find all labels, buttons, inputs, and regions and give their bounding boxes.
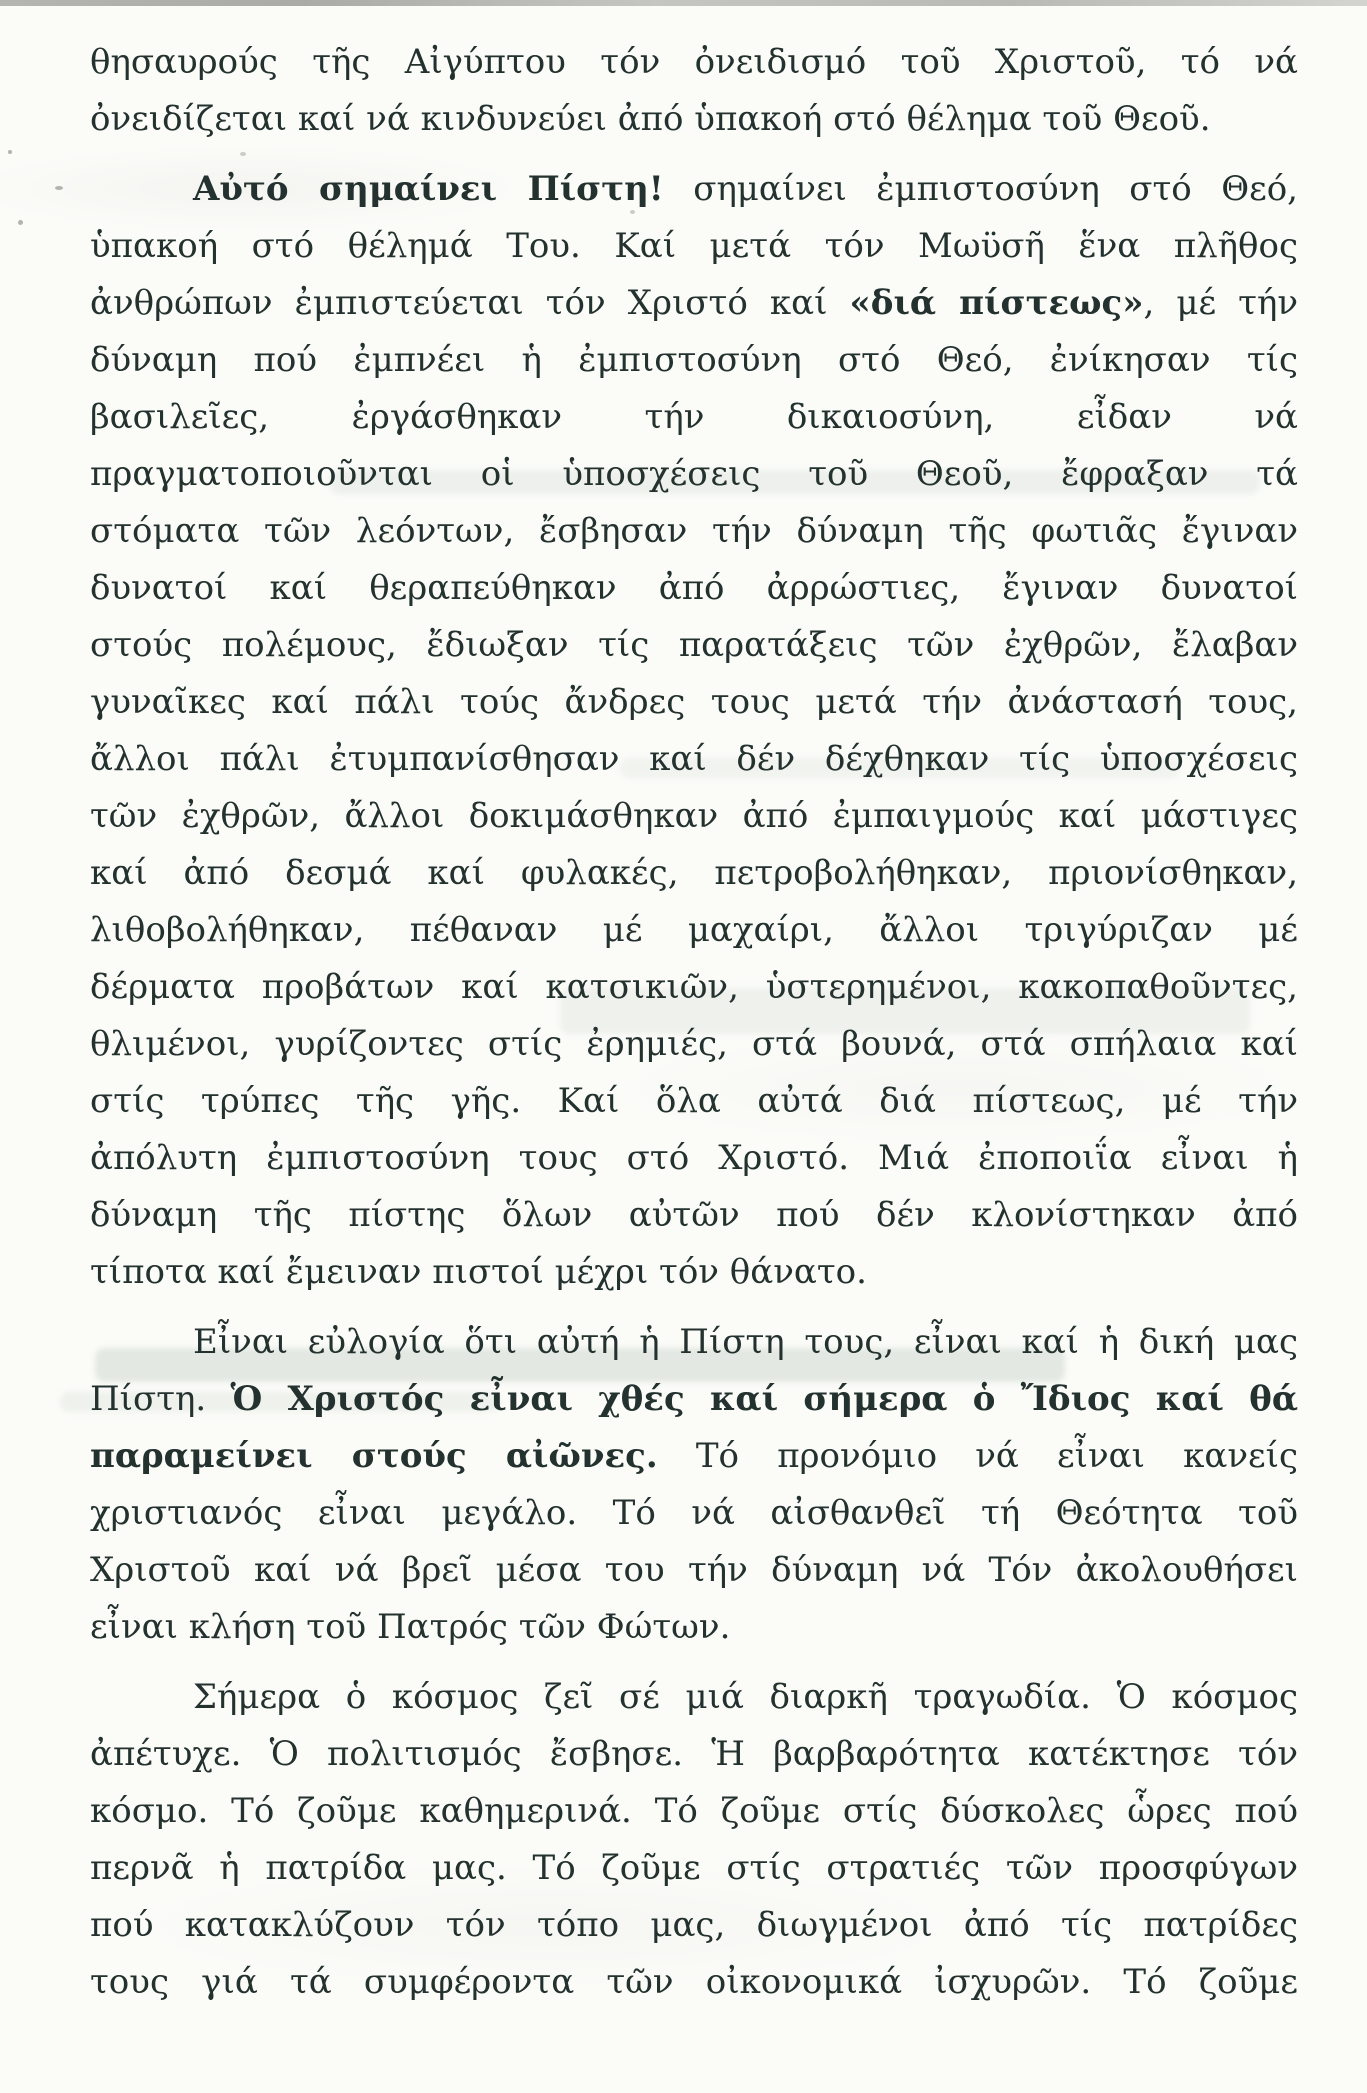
- bold-text-run: παραμείνει στούς αἰῶνες.: [90, 1436, 658, 1476]
- text-run: ὑπακοή στό θέλημά Του. Καί μετά τόν Μωϋσῆ ἕνα πλῆθος: [90, 226, 1298, 266]
- bold-text-run: «διά πίστεως»: [849, 283, 1144, 323]
- text-line: [90, 218, 1298, 275]
- text-line: [90, 1726, 1298, 1783]
- text-line: [90, 91, 1298, 148]
- text-run: στίς τρύπες τῆς γῆς. Καί ὅλα αὐτά διά πίστεως, μέ τήν: [90, 1081, 1298, 1121]
- text-line: [90, 1314, 1298, 1371]
- text-line: [90, 1669, 1298, 1726]
- text-run: πού κατακλύζουν τόν τόπο μας, διωγμένοι ἀπό τίς πατρίδες: [90, 1905, 1298, 1945]
- text-line: [90, 389, 1298, 446]
- text-line: [90, 1130, 1298, 1187]
- text-line: [90, 34, 1298, 91]
- paragraph: [90, 1314, 1298, 1656]
- scan-speck-artifact: [8, 150, 12, 154]
- text-run: λιθοβολήθηκαν, πέθαναν μέ μαχαίρι, ἄλλοι τριγύριζαν μέ: [90, 910, 1298, 950]
- text-run: πραγματοποιοῦνται οἱ ὑποσχέσεις τοῦ Θεοῦ, ἔφραξαν τά: [90, 454, 1298, 494]
- text-run: ἀνθρώπων ἐμπιστεύεται τόν Χριστό καί: [90, 283, 850, 323]
- text-run: καί ἀπό δεσμά καί φυλακές, πετροβολήθηκαν, πριονίσθηκαν,: [90, 853, 1298, 893]
- text-run: Πίστη.: [90, 1379, 231, 1419]
- paragraph: [90, 34, 1298, 148]
- text-run: τους γιά τά συμφέροντα τῶν οἰκονομικά ἰσχυρῶν. Τό ζοῦμε: [90, 1962, 1298, 2002]
- text-run: , μέ τήν: [1143, 283, 1298, 323]
- scan-speck-artifact: [18, 220, 23, 225]
- text-line: [90, 1954, 1298, 2011]
- text-block: [90, 34, 1298, 2011]
- text-line: [90, 1485, 1298, 1542]
- text-run: Χριστοῦ καί νά βρεῖ μέσα του τήν δύναμη νά Τόν ἀκολουθήσει: [90, 1550, 1298, 1590]
- text-run: τίποτα καί ἔμειναν πιστοί μέχρι τόν θάνατο.: [90, 1252, 867, 1292]
- text-line: [90, 788, 1298, 845]
- text-line: [90, 1187, 1298, 1244]
- text-line: [90, 1244, 1298, 1301]
- text-line: [90, 1599, 1298, 1656]
- text-run: δυνατοί καί θεραπεύθηκαν ἀπό ἀρρώστιες, ἔγιναν δυνατοί: [90, 568, 1298, 608]
- text-line: [90, 845, 1298, 902]
- text-line: [90, 1073, 1298, 1130]
- text-line: [90, 446, 1298, 503]
- text-line: [90, 161, 1298, 218]
- text-run: θλιμένοι, γυρίζοντες στίς ἐρημιές, στά βουνά, στά σπήλαια καί: [90, 1024, 1298, 1064]
- text-run: Σήμερα ὁ κόσμος ζεῖ σέ μιά διαρκῆ τραγωδία. Ὁ κόσμος: [193, 1677, 1298, 1717]
- text-line: [90, 902, 1298, 959]
- text-line: [90, 275, 1298, 332]
- text-run: ἀπόλυτη ἐμπιστοσύνη τους στό Χριστό. Μιά ἐποποιΐα εἶναι ἡ: [90, 1138, 1298, 1178]
- text-line: [90, 1428, 1298, 1485]
- text-line: [90, 1016, 1298, 1073]
- text-line: [90, 1783, 1298, 1840]
- scan-speck-artifact: [55, 186, 63, 190]
- text-line: [90, 332, 1298, 389]
- text-line: [90, 560, 1298, 617]
- text-run: στούς πολέμους, ἔδιωξαν τίς παρατάξεις τῶν ἐχθρῶν, ἔλαβαν: [90, 625, 1298, 665]
- text-run: θησαυρούς τῆς Αἰγύπτου τόν ὀνειδισμό τοῦ Χριστοῦ, τό νά: [90, 42, 1298, 82]
- text-run: ἄλλοι πάλι ἐτυμπανίσθησαν καί δέν δέχθηκαν τίς ὑποσχέσεις: [90, 739, 1298, 779]
- text-line: [90, 503, 1298, 560]
- text-run: βασιλεῖες, ἐργάσθηκαν τήν δικαιοσύνη, εἶδαν νά: [90, 397, 1298, 437]
- text-run: στόματα τῶν λεόντων, ἔσβησαν τήν δύναμη τῆς φωτιᾶς ἔγιναν: [90, 511, 1298, 551]
- text-line: [90, 959, 1298, 1016]
- paragraph: [90, 1669, 1298, 2011]
- text-line: [90, 1542, 1298, 1599]
- text-run: Τό προνόμιο νά εἶναι κανείς: [657, 1436, 1298, 1476]
- text-run: χριστιανός εἶναι μεγάλο. Τό νά αἰσθανθεῖ τή Θεότητα τοῦ: [90, 1493, 1298, 1533]
- text-run: δύναμη πού ἐμπνέει ἡ ἐμπιστοσύνη στό Θεό, ἐνίκησαν τίς: [90, 340, 1298, 380]
- text-run: δέρματα προβάτων καί κατσικιῶν, ὑστερημένοι, κακοπαθοῦντες,: [90, 967, 1298, 1007]
- paragraph: [90, 161, 1298, 1301]
- text-run: τῶν ἐχθρῶν, ἄλλοι δοκιμάσθηκαν ἀπό ἐμπαιγμούς καί μάστιγες: [90, 796, 1298, 836]
- text-line: [90, 731, 1298, 788]
- text-run: ὀνειδίζεται καί νά κινδυνεύει ἀπό ὑπακοή στό θέλημα τοῦ Θεοῦ.: [90, 99, 1211, 139]
- text-line: [90, 1840, 1298, 1897]
- text-run: δύναμη τῆς πίστης ὅλων αὐτῶν πού δέν κλονίστηκαν ἀπό: [90, 1195, 1298, 1235]
- text-run: σημαίνει ἐμπιστοσύνη στό Θεό,: [663, 169, 1298, 209]
- text-run: Εἶναι εὐλογία ὅτι αὐτή ἡ Πίστη τους, εἶναι καί ἡ δική μας: [193, 1322, 1298, 1362]
- text-run: ἀπέτυχε. Ὁ πολιτισμός ἔσβησε. Ἡ βαρβαρότητα κατέκτησε τόν: [90, 1734, 1298, 1774]
- text-run: κόσμο. Τό ζοῦμε καθημερινά. Τό ζοῦμε στίς δύσκολες ὧρες πού: [90, 1791, 1298, 1831]
- bold-text-run: Ὁ Χριστός εἶναι χθές καί σήμερα ὁ Ἴδιος καί θά: [230, 1379, 1298, 1419]
- text-line: [90, 1897, 1298, 1954]
- text-run: εἶναι κλήση τοῦ Πατρός τῶν Φώτων.: [90, 1607, 731, 1647]
- text-line: [90, 1371, 1298, 1428]
- bold-text-run: Αὐτό σημαίνει Πίστη!: [193, 169, 664, 209]
- text-line: [90, 674, 1298, 731]
- text-run: γυναῖκες καί πάλι τούς ἄνδρες τους μετά τήν ἀνάστασή τους,: [90, 682, 1298, 722]
- text-line: [90, 617, 1298, 674]
- text-run: περνᾶ ἡ πατρίδα μας. Τό ζοῦμε στίς στρατιές τῶν προσφύγων: [90, 1848, 1298, 1888]
- scan-edge-artifact: [0, 0, 1367, 6]
